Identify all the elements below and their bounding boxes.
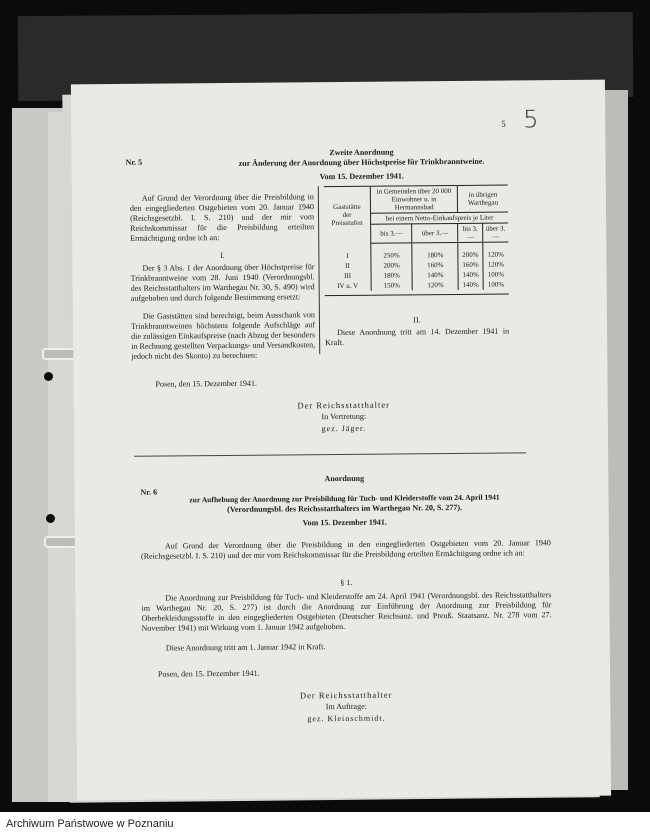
ordinance-5-place-date: Posen, den 15. Dezember 1941.: [155, 378, 258, 389]
table-column-header: bis 3.—: [371, 224, 413, 243]
ordinance-5-paragraph-2: Die Gaststätten sind berechtigt, beim Ausschank von Trinkbranntweinen höchstens folgende Aufschläge auf die zulässigen Einkaufspreise (nach Abzug der besonders in Rechnung gestellten Verpackungs- und Versandkosten, jedoch nicht des Skonto) zu berechnen:: [130, 310, 316, 361]
ordinance-5-date: Vom 15. Dezember 1941.: [319, 171, 404, 182]
ordinance-6-section-1: § 1.: [340, 577, 353, 588]
table-cell: I: [346, 251, 349, 260]
document-page: [71, 80, 611, 801]
table-cell: 120%: [483, 249, 509, 259]
ordinance-6-subtitle-ref: (Verordnungsbl. des Reichsstatthalters im Warthegau Nr. 20, S. 277).: [227, 502, 463, 514]
table-subheader: bei einem Netto-Einkaufspreis je Liter: [371, 212, 509, 224]
table-column-header: über 3.—: [482, 223, 508, 242]
table-cell: 160%: [458, 259, 483, 269]
ordinance-5-intro: Auf Grund der Verordnung über die Preisbildung in den eingegliederten Ostgebieten vom 20. Januar 1940 (Reichsgesetzbl. I. S. 210) und der mir vom Reichskommissar für die Preisbildung erteilten Ermächtigung ordne ich an:: [129, 192, 315, 243]
ordinance-6-signer-name: gez. Kleinschmidt.: [307, 713, 386, 724]
ordinance-6-paragraph-2: Diese Anordnung tritt am 1. Januar 1942 in Kraft.: [165, 642, 326, 653]
ordinance-5-section-2: II.: [413, 315, 421, 325]
table-cell: 150%: [371, 280, 412, 290]
ordinance-5-subtitle: zur Änderung der Anordnung über Höchstpreise für Trinkbranntweine.: [238, 156, 485, 168]
table-cell: 120%: [483, 259, 509, 269]
column-divider: [318, 186, 320, 354]
table-cell: 120%: [412, 279, 458, 289]
ordinance-6-date: Vom 15. Dezember 1941.: [302, 517, 387, 528]
punch-hole: [46, 514, 55, 523]
table-column-header: bis 3.—: [458, 223, 483, 242]
table-cell: III: [344, 271, 352, 280]
archive-footer: [0, 812, 650, 840]
ordinance-5-signer-name: gez. Jäger.: [321, 423, 367, 434]
ordinance-5-paragraph-3: Diese Anordnung tritt am 14. Dezember 1941 in Kraft.: [325, 326, 510, 348]
table-cell: 250%: [371, 250, 412, 260]
ordinance-6-number: Nr. 6: [140, 487, 158, 497]
table-cell: IV u. V: [337, 281, 359, 290]
ordinance-5-number: Nr. 5: [125, 157, 143, 167]
table-cell: 100%: [483, 269, 509, 279]
table-cell: 180%: [412, 249, 458, 259]
table-rowlabel: Preisstufen: [331, 219, 363, 228]
handwritten-page-number: 5: [523, 105, 539, 134]
table-cell: 200%: [458, 249, 483, 259]
table-rowlabel: der: [342, 211, 352, 220]
ordinance-6-place-date: Posen, den 15. Dezember 1941.: [157, 668, 260, 679]
table-cell: 100%: [483, 279, 509, 289]
ordinance-5-signer-title: Der Reichsstatthalter: [297, 399, 390, 411]
table-cell: 140%: [458, 269, 483, 279]
table-cell: 140%: [458, 279, 483, 289]
ordinance-6-signer-title: Der Reichsstatthalter: [299, 689, 393, 701]
ordinance-6-title: Anordnung: [324, 473, 365, 484]
table-column-group: in übrigen Warthegau: [458, 185, 508, 212]
ordinance-6-subtitle: zur Aufhebung der Anordnung zur Preisbildung für Tuch- und Kleiderstoffe vom 24. April 1941: [189, 492, 500, 505]
punch-hole: [44, 372, 53, 381]
table-cell: 160%: [412, 259, 458, 269]
ordinance-5-signer-capacity: In Vertretung:: [321, 411, 367, 422]
surcharge-table: [324, 185, 509, 296]
section-divider: [134, 452, 526, 456]
ordinance-6-intro: Auf Grund der Verordnung über die Preisbildung in den eingegliederten Ostgebieten vom 20. Januar 1940 (Reichsgesetzbl. I. S. 210) und der mir vom Reichskommissar für die Preisbildung erteilten Ermächtigung ordne ich an:: [140, 538, 551, 561]
ordinance-5-section-1: I.: [220, 251, 225, 261]
table-cell: II: [345, 261, 350, 270]
table-rowlabel: Gaststätte: [333, 203, 361, 212]
table-column-header: über 3.—: [412, 223, 458, 242]
ordinance-5-paragraph-1: Der § 3 Abs. 1 der Anordnung über Höchstpreise für Trinkbranntweine vom 28. Juni 1940 (Verordnungsbl. des Reichsstatthalters im Warthegau Nr. 30, S. 490) wird aufgehoben und durch folgende Bestimmung ersetzt:: [130, 262, 315, 303]
ordinance-5-title: Zweite Anordnung: [329, 147, 394, 158]
table-cell: 180%: [371, 270, 412, 280]
archive-name: Archiwum Państwowe w Poznaniu: [6, 818, 174, 830]
ordinance-6-paragraph-1: Die Anordnung zur Preisbildung für Tuch- und Kleiderstoffe am 24. April 1941 (Verordnungsbl. des Reichsstatthalters im Warthegau Nr. 20, S. 277) ist durch die Anordnung zur Einführung der Anordnung zur Preisbildung für Oberbekleidungsstoffe in den eingegliederten Ostgebieten (Deutscher Reichsanz. und Preuß. Staatsanz. Nr. 278 vom 27. November 1941) mit Wirkung vom 1. Januar 1942 aufgehoben.: [141, 590, 552, 633]
ordinance-6-signer-capacity: Im Auftrage:: [325, 701, 367, 712]
page-number: 5: [501, 118, 506, 129]
table-cell: 200%: [371, 260, 412, 270]
table-column-group: in Gemeinden über 20 000 Einwohner u. in Hermannsbad: [370, 185, 458, 213]
table-cell: 140%: [412, 269, 458, 279]
